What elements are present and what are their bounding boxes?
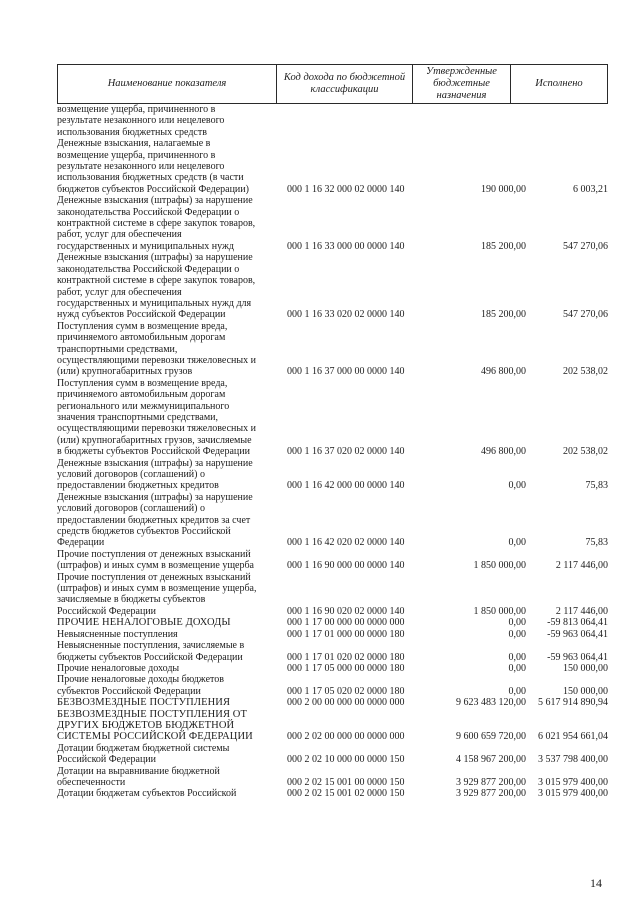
row-plan: 0,00	[508, 480, 526, 492]
row-code: 000 1 16 33 020 02 0000 140	[287, 309, 405, 321]
row-name: Дотации на выравнивание бюджетной обеспеченности	[57, 765, 220, 788]
row-done: 75,83	[585, 480, 608, 492]
row-done: 2 117 446,00	[555, 605, 608, 617]
table-row	[57, 378, 608, 458]
row-plan: 0,00	[508, 685, 526, 697]
row-name: Поступления сумм в возмещение вреда, причиняемого автомобильным дорогам регионального или межмуниципального значения транспортными средствами, осуществляющими перевозки тяжеловесных и (или) крупногабаритных грузов, зачисляемые в бюджеты субъектов Российской Федерации	[57, 377, 256, 458]
row-code: 000 1 17 01 000 00 0000 180	[287, 628, 405, 640]
table-row	[57, 549, 608, 572]
row-name: Прочие неналоговые доходы	[57, 662, 180, 674]
row-plan: 9 600 659 720,00	[456, 731, 526, 743]
header-done: Исполнено	[535, 78, 583, 89]
row-code: 000 1 16 42 020 02 0000 140	[287, 537, 405, 549]
row-code: 000 2 02 10 000 00 0000 150	[287, 754, 405, 766]
row-name: Поступления сумм в возмещение вреда, причиняемого автомобильным дорогам транспортными средствами, осуществляющими перевозки тяжеловесных и (или) крупногабаритных грузов	[57, 320, 256, 378]
row-name: Невыясненные поступления	[57, 628, 178, 640]
row-name: Денежные взыскания, налагаемые в возмещение ущерба, причиненного в результате незаконного или нецелевого использования бюджетных средств (в части бюджетов субъектов Российской Федерации)	[57, 138, 249, 195]
row-done: -59 813 064,41	[547, 617, 608, 629]
row-code: 000 2 02 00 000 00 0000 000	[287, 731, 405, 743]
table-row	[57, 674, 608, 697]
row-name: Денежные взыскания (штрафы) за нарушение условий договоров (соглашений) о предоставлении бюджетных кредитов за счет средств бюджетов субъектов Российской Федерации	[57, 491, 253, 549]
table-row	[57, 697, 608, 708]
header-code: Код дохода по бюджетной классификации	[277, 65, 413, 103]
row-done: 3 015 979 400,00	[538, 788, 608, 800]
row-name: Прочие поступления от денежных взысканий (штрафов) и иных сумм в возмещение ущерба, зачисляемые в бюджеты субъектов Российской Федерации	[57, 571, 257, 617]
row-plan: 190 000,00	[481, 183, 526, 195]
row-done: 547 270,06	[563, 240, 608, 252]
row-code: 000 1 17 05 000 00 0000 180	[287, 662, 405, 674]
row-code: 000 1 16 42 000 00 0000 140	[287, 480, 405, 492]
table-row	[57, 709, 608, 743]
row-name: Прочие поступления от денежных взысканий (штрафов) и иных сумм в возмещение ущерба	[57, 548, 254, 572]
row-name: Прочие неналоговые доходы бюджетов субъектов Российской Федерации	[57, 674, 224, 697]
table-row	[57, 492, 608, 549]
header-name: Наименование показателя	[58, 65, 277, 103]
table-row	[57, 138, 608, 195]
row-name: Денежные взыскания (штрафы) за нарушение законодательства Российской Федерации о контрактной системе в сфере закупок товаров, работ, услуг для обеспечения государственных и муниципальных нужд для нужд субъектов Российской Федерации	[57, 252, 256, 321]
row-code: 000 2 00 00 000 00 0000 000	[287, 697, 405, 709]
row-code: 000 2 02 15 001 00 0000 150	[287, 776, 405, 788]
table-row	[57, 743, 608, 766]
row-name: Денежные взыскания (штрафы) за нарушение законодательства Российской Федерации о контрактной системе в сфере закупок товаров, работ, услуг для обеспечения государственных и муниципальных нужд	[57, 195, 256, 252]
row-name: Невыясненные поступления, зачисляемые в бюджеты субъектов Российской Федерации	[57, 640, 245, 663]
table-row	[57, 629, 608, 640]
row-done: 3 015 979 400,00	[538, 776, 608, 788]
row-name: БЕЗВОЗМЕЗДНЫЕ ПОСТУПЛЕНИЯ	[57, 697, 231, 709]
table-header	[57, 64, 608, 104]
row-done: 2 117 446,00	[555, 560, 608, 572]
row-plan: 1 850 000,00	[473, 560, 526, 572]
table-row	[57, 572, 608, 618]
row-done: 202 538,02	[563, 446, 608, 458]
row-name: Денежные взыскания (штрафы) за нарушение условий договоров (соглашений) о предоставлении бюджетных кредитов	[57, 457, 253, 492]
row-done: 150 000,00	[563, 685, 608, 697]
row-done: 6 021 954 661,04	[538, 731, 608, 743]
row-code: 000 1 17 01 020 02 0000 180	[287, 651, 405, 663]
row-plan: 496 800,00	[481, 446, 526, 458]
row-code: 000 1 16 90 020 02 0000 140	[287, 605, 405, 617]
row-plan: 0,00	[508, 662, 526, 674]
table-row	[57, 252, 608, 320]
row-plan: 0,00	[508, 651, 526, 663]
row-code: 000 1 16 32 000 02 0000 140	[287, 183, 405, 195]
row-done: -59 963 064,41	[547, 651, 608, 663]
table-row	[57, 195, 608, 252]
row-name: БЕЗВОЗМЕЗДНЫЕ ПОСТУПЛЕНИЯ ОТ ДРУГИХ БЮДЖЕТОВ БЮДЖЕТНОЙ СИСТЕМЫ РОССИЙСКОЙ ФЕДЕРАЦИИ	[57, 708, 253, 743]
row-plan: 4 158 967 200,00	[456, 754, 526, 766]
row-done: 5 617 914 890,94	[538, 697, 608, 709]
row-done: 150 000,00	[563, 662, 608, 674]
row-plan: 185 200,00	[481, 309, 526, 321]
row-done: 75,83	[585, 537, 608, 549]
row-code: 000 1 16 33 000 00 0000 140	[287, 240, 405, 252]
row-name: Дотации бюджетам субъектов Российской	[57, 788, 237, 800]
table-row	[57, 663, 608, 674]
row-done: 547 270,06	[563, 309, 608, 321]
row-done: 202 538,02	[563, 366, 608, 378]
row-code: 000 1 17 05 020 02 0000 180	[287, 685, 405, 697]
row-name: Дотации бюджетам бюджетной системы Российской Федерации	[57, 742, 230, 766]
row-code: 000 1 16 37 020 02 0000 140	[287, 446, 405, 458]
row-plan: 0,00	[508, 537, 526, 549]
row-done: 6 003,21	[573, 183, 608, 195]
row-code: 000 1 16 90 000 00 0000 140	[287, 560, 405, 572]
row-plan: 0,00	[508, 617, 526, 629]
row-plan: 3 929 877 200,00	[456, 776, 526, 788]
row-done: -59 963 064,41	[547, 628, 608, 640]
row-plan: 3 929 877 200,00	[456, 788, 526, 800]
table-row	[57, 104, 608, 138]
header-plan: Утвержденные бюджетные назначения	[413, 65, 511, 103]
table-row	[57, 640, 608, 663]
row-plan: 0,00	[508, 628, 526, 640]
row-plan: 1 850 000,00	[473, 605, 526, 617]
table-row	[57, 766, 608, 789]
row-code: 000 1 16 37 000 00 0000 140	[287, 366, 405, 378]
page-number: 14	[590, 876, 602, 890]
row-name: ПРОЧИЕ НЕНАЛОГОВЫЕ ДОХОДЫ	[57, 617, 231, 629]
row-code: 000 1 17 00 000 00 0000 000	[287, 617, 405, 629]
table-body	[57, 104, 608, 800]
row-done: 3 537 798 400,00	[538, 754, 608, 766]
row-name: возмещение ущерба, причиненного в результате незаконного или нецелевого использования бюджетных средств	[57, 104, 225, 138]
row-code: 000 2 02 15 001 02 0000 150	[287, 788, 405, 800]
table-row	[57, 617, 608, 628]
table-row	[57, 458, 608, 492]
row-plan: 9 623 483 120,00	[456, 697, 526, 709]
table-row	[57, 321, 608, 378]
row-plan: 185 200,00	[481, 240, 526, 252]
table-row	[57, 788, 608, 799]
row-plan: 496 800,00	[481, 366, 526, 378]
